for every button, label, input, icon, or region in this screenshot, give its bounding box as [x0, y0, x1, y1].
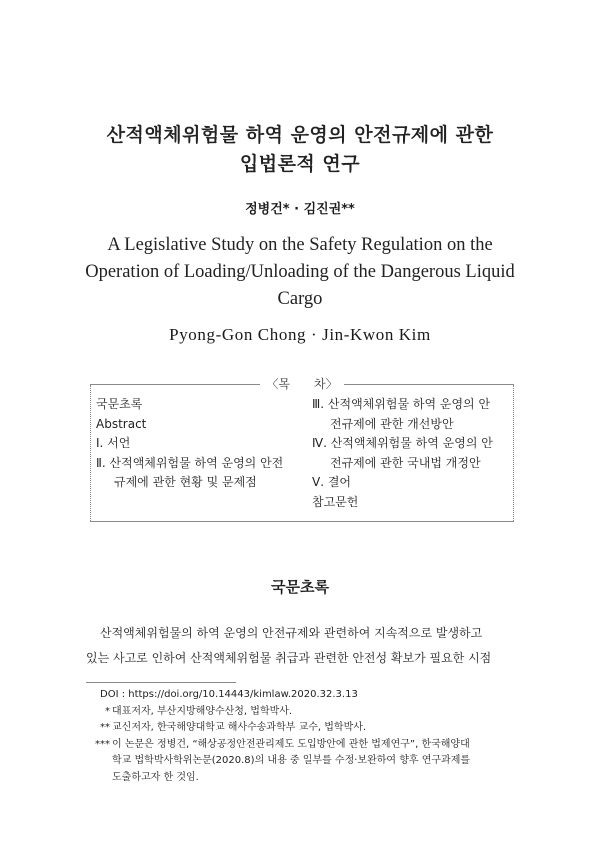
- abstract-line-1: 산적액체위험물의 하역 운영의 안전규제와 관련하여 지속적으로 발생하고: [100, 626, 483, 640]
- toc-item-continuation: 전규제에 관한 개선방안: [330, 416, 454, 431]
- footnote-1: [86, 704, 516, 721]
- toc-item-continuation: 전규제에 관한 국내법 개정안: [330, 455, 481, 470]
- doi-footnote: DOI : https://doi.org/10.14443/kimlaw.2020.32.3.13: [100, 689, 358, 700]
- footnote-mark: **: [100, 722, 110, 733]
- footnote-text-line-3: 도출하고자 한 것임.: [112, 771, 199, 783]
- toc-item: [312, 395, 510, 434]
- footnote-mark: *: [105, 705, 110, 717]
- abstract-body: [86, 621, 516, 671]
- footnote-mark: ***: [95, 738, 110, 750]
- footnote-2: [86, 720, 516, 737]
- english-title-line-3: Cargo: [277, 289, 323, 309]
- toc-heading: 〈목 차〉: [260, 377, 344, 391]
- toc-item: [96, 395, 306, 415]
- korean-authors: 정병건* · 김진권**: [245, 202, 355, 217]
- toc-item: [312, 434, 510, 473]
- abstract-line-2: 있는 사고로 인하여 산적액체위험물 취급과 관련한 안전성 확보가 필요한 시점: [86, 651, 492, 665]
- footnotes: [86, 687, 516, 786]
- english-title-line-1: A Legislative Study on the Safety Regulation on the: [107, 235, 493, 255]
- abstract-heading: 국문초록: [271, 578, 329, 596]
- toc-item-label: Abstract: [96, 416, 147, 431]
- footnote-text: 교신저자, 한국해양대학교 해사수송과학부 교수, 법학박사.: [112, 722, 367, 733]
- english-title: [60, 232, 540, 313]
- toc-item-label: 참고문헌: [312, 494, 359, 509]
- toc-item: [312, 473, 510, 493]
- english-authors: Pyong-Gon Chong · Jin-Kwon Kim: [169, 325, 431, 344]
- table-of-contents: [90, 377, 514, 522]
- footnote-divider: [86, 682, 236, 683]
- toc-item: [312, 493, 510, 513]
- footnote-text-line-1: 이 논문은 정병건, “해상공정안전관리제도 도입방안에 관한 법제연구”, 한국해양대: [112, 738, 470, 750]
- toc-item-label: Ⅰ. 서언: [96, 436, 131, 450]
- korean-title-line-1: 산적액체위험물 하역 운영의 안전규제에 관한: [106, 124, 494, 146]
- toc-item: [96, 434, 306, 454]
- toc-item: [96, 454, 306, 493]
- toc-item-label: Ⅲ. 산적액체위험물 하역 운영의 안: [312, 397, 491, 411]
- footnote-text: 대표저자, 부산지방해양수산청, 법학박사.: [112, 705, 293, 717]
- toc-right-column: [312, 395, 510, 512]
- toc-item-label: 국문초록: [96, 397, 143, 411]
- footnote-3: [86, 737, 516, 787]
- footnote-text-line-2: 학교 법학박사학위논문(2020.8)의 내용 중 일부를 수정·보완하여 향후 연구과제를: [112, 755, 471, 766]
- toc-left-column: [96, 395, 306, 493]
- toc-item: [96, 415, 306, 435]
- korean-title-line-2: 입법론적 연구: [239, 153, 361, 175]
- english-title-line-2: Operation of Loading/Unloading of the Dangerous Liquid: [85, 262, 515, 282]
- toc-item-label: Ⅴ. 결어: [312, 475, 352, 489]
- toc-item-label: Ⅳ. 산적액체위험물 하역 운영의 안: [312, 436, 493, 450]
- toc-item-label: Ⅱ. 산적액체위험물 하역 운영의 안전: [96, 455, 284, 470]
- toc-item-continuation: 규제에 관한 현황 및 문제점: [114, 475, 257, 489]
